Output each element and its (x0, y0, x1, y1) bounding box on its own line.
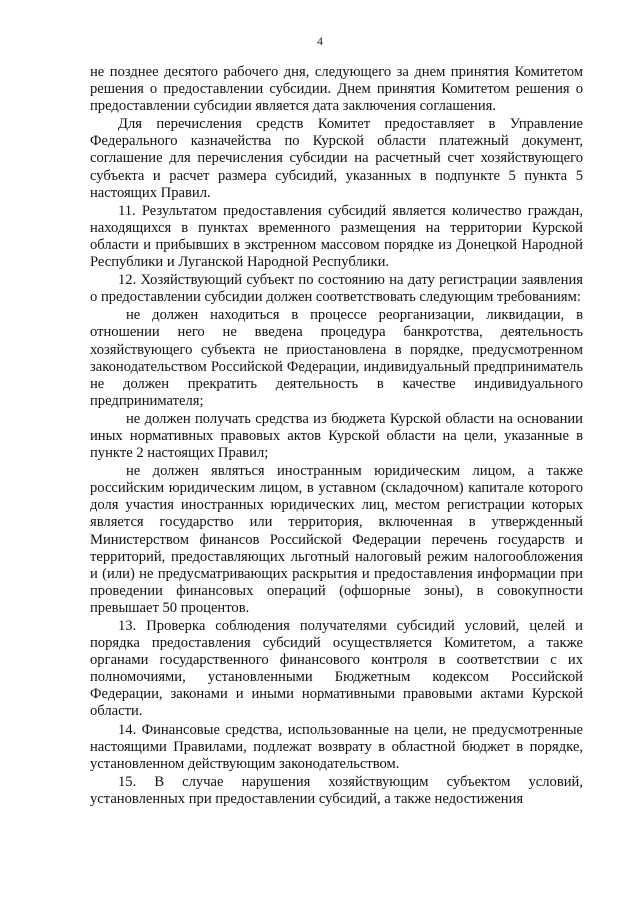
requirement-no-other-funding: не должен получать средства из бюджета Курской области на основании иных нормативных правовых актов Курской области на цели, указанные в пункте 2 настоящих Правил; (90, 410, 583, 462)
page-number: 4 (317, 34, 323, 48)
paragraph-item-14: 14. Финансовые средства, использованные на цели, не предусмотренные настоящими Правилами, подлежат возврату в областной бюджет в порядке, установленном действующим законодательством. (90, 721, 583, 772)
paragraph-item-13: 13. Проверка соблюдения получателями субсидий условий, целей и порядка предоставления субсидий осуществляется Комитетом, а также органами государственного финансового контроля в соответствии с их полномочиями, установленными Бюджетным кодексом Российской Федерации, законами и иными нормативными правовыми актами Курской области. (90, 618, 583, 720)
paragraph-continuation: не позднее десятого рабочего дня, следующего за днем принятия Комитетом решения о предоставлении субсидии. Днем принятия Комитетом решения о предоставлении субсидии является дата заключения соглашения. (90, 64, 583, 115)
requirement-no-reorganization: не должен находиться в процессе реорганизации, ликвидации, в отношении него не введена процедура банкротства, деятельность хозяйствующего субъекта не приостановлена в порядке, предусмотренном законодательством Российской Федерации, индивидуальный предприниматель не должен прекратить деятельность в качестве индивидуального предпринимателя; (90, 307, 583, 409)
document-body (90, 64, 583, 808)
paragraph-funds-transfer: Для перечисления средств Комитет предоставляет в Управление Федерального казначейства по Курской области платежный документ, соглашение для перечисления субсидии на расчетный счет хозяйствующего субъекта и расчет размера субсидий, указанных в подпункте 5 пункта 5 настоящих Правил. (90, 116, 583, 201)
paragraph-item-15: 15. В случае нарушения хозяйствующим субъектом условий, установленных при предоставлении субсидий, а также недостижения (90, 773, 583, 807)
paragraph-item-11: 11. Результатом предоставления субсидий является количество граждан, находящихся в пунктах временного размещения на территории Курской области и прибывших в экстренном массовом порядке из Донецкой Народной Республики и Луганской Народной Республики. (90, 202, 583, 271)
requirement-not-foreign-entity: не должен являться иностранным юридическим лицом, а также российским юридическим лицом, в уставном (складочном) капитале которого доля участия иностранных юридических лиц, местом регистрации которых является государство или территория, включенная в утвержденный Министерством финансов Российской Федерации перечень государств и территорий, предоставляющих льготный налоговый режим налогообложения и (или) не предусматривающих раскрытия и предоставления информации при проведении финансовых операций (офшорные зоны), в совокупности превышает 50 процентов. (90, 463, 583, 616)
paragraph-item-12: 12. Хозяйствующий субъект по состоянию на дату регистрации заявления о предоставлении субсидии должен соответствовать следующим требованиям: (90, 272, 583, 306)
